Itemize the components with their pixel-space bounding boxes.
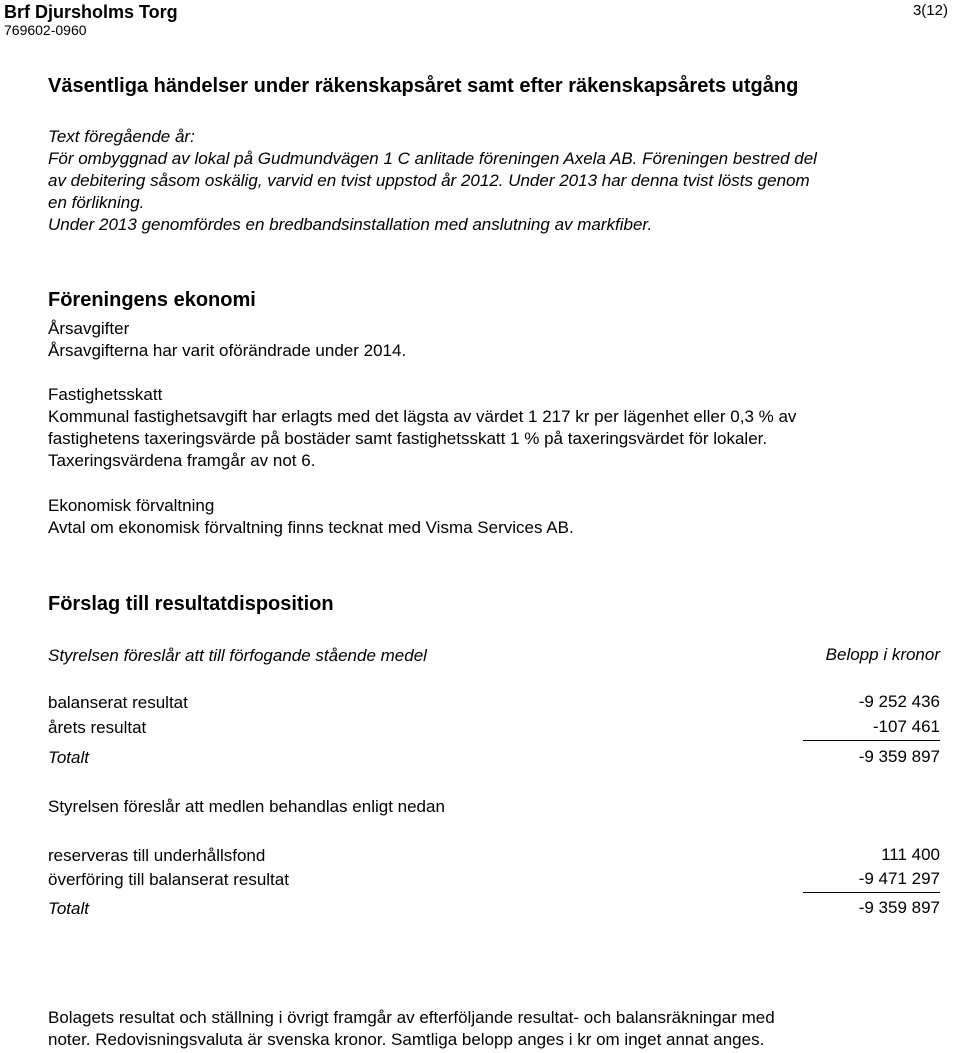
admin-text: Avtal om ekonomisk förvaltning finns tecknat med Visma Services AB. bbox=[48, 518, 574, 537]
treatment-text: Styrelsen föreslår att medlen behandlas enligt nedan bbox=[48, 797, 445, 816]
events-line: Text föregående år: bbox=[48, 127, 195, 146]
total-label: Totalt bbox=[48, 748, 89, 767]
organization-number: 769602-0960 bbox=[4, 22, 87, 38]
events-line: en förlikning. bbox=[48, 193, 145, 212]
treatment-row-amount: 111 400 bbox=[881, 845, 940, 864]
available-row-amount: -107 461 bbox=[872, 717, 940, 736]
footer-line: Bolagets resultat och ställning i övrigt framgår av efterföljande resultat- och balansräkningar med bbox=[48, 1008, 775, 1027]
events-line: Under 2013 genomfördes en bredbandsinstallation med anslutning av markfiber. bbox=[48, 215, 653, 234]
tax-line: Kommunal fastighetsavgift har erlagts med det lägsta av värdet 1 217 kr per lägenhet eller 0,3 % av bbox=[48, 407, 797, 426]
treatment-row-label: reserveras till underhållsfond bbox=[48, 846, 266, 865]
events-line: av debitering såsom oskälig, varvid en tvist uppstod år 2012. Under 2013 har denna tvist lösts genom bbox=[48, 171, 810, 190]
page-number: 3(12) bbox=[912, 2, 948, 19]
events-heading: Väsentliga händelser under räkenskapsåret samt efter räkenskapsårets utgång bbox=[48, 75, 799, 97]
organization-name: Brf Djursholms Torg bbox=[4, 2, 178, 22]
sum-rule bbox=[803, 740, 940, 741]
fees-title: Årsavgifter bbox=[48, 319, 130, 338]
proposal-column-label: Styrelsen föreslår att till förfogande stående medel bbox=[48, 646, 427, 665]
tax-title: Fastighetsskatt bbox=[48, 385, 163, 404]
available-row-label: balanserat resultat bbox=[48, 693, 188, 712]
proposal-column-amount: Belopp i kronor bbox=[825, 645, 940, 664]
tax-line: Taxeringsvärdena framgår av not 6. bbox=[48, 451, 316, 470]
tax-line: fastighetens taxeringsvärde på bostäder samt fastighetsskatt 1 % på taxeringsvärdet för lokaler. bbox=[48, 429, 768, 448]
events-line: För ombyggnad av lokal på Gudmundvägen 1 C anlitade föreningen Axela AB. Föreningen bestred del bbox=[48, 149, 817, 168]
economy-heading: Föreningens ekonomi bbox=[48, 289, 256, 311]
sum-rule bbox=[803, 892, 940, 893]
total-amount: -9 359 897 bbox=[858, 747, 940, 766]
admin-title: Ekonomisk förvaltning bbox=[48, 496, 215, 515]
available-row-label: årets resultat bbox=[48, 718, 147, 737]
total-amount: -9 359 897 bbox=[858, 898, 940, 917]
treatment-row-label: överföring till balanserat resultat bbox=[48, 870, 289, 889]
footer-line: noter. Redovisningsvaluta är svenska kronor. Samtliga belopp anges i kr om inget annat anges. bbox=[48, 1030, 765, 1049]
proposal-heading: Förslag till resultatdisposition bbox=[48, 593, 334, 615]
fees-text: Årsavgifterna har varit oförändrade under 2014. bbox=[48, 341, 407, 360]
available-row-amount: -9 252 436 bbox=[858, 692, 940, 711]
total-label: Totalt bbox=[48, 899, 89, 918]
treatment-row-amount: -9 471 297 bbox=[858, 869, 940, 888]
